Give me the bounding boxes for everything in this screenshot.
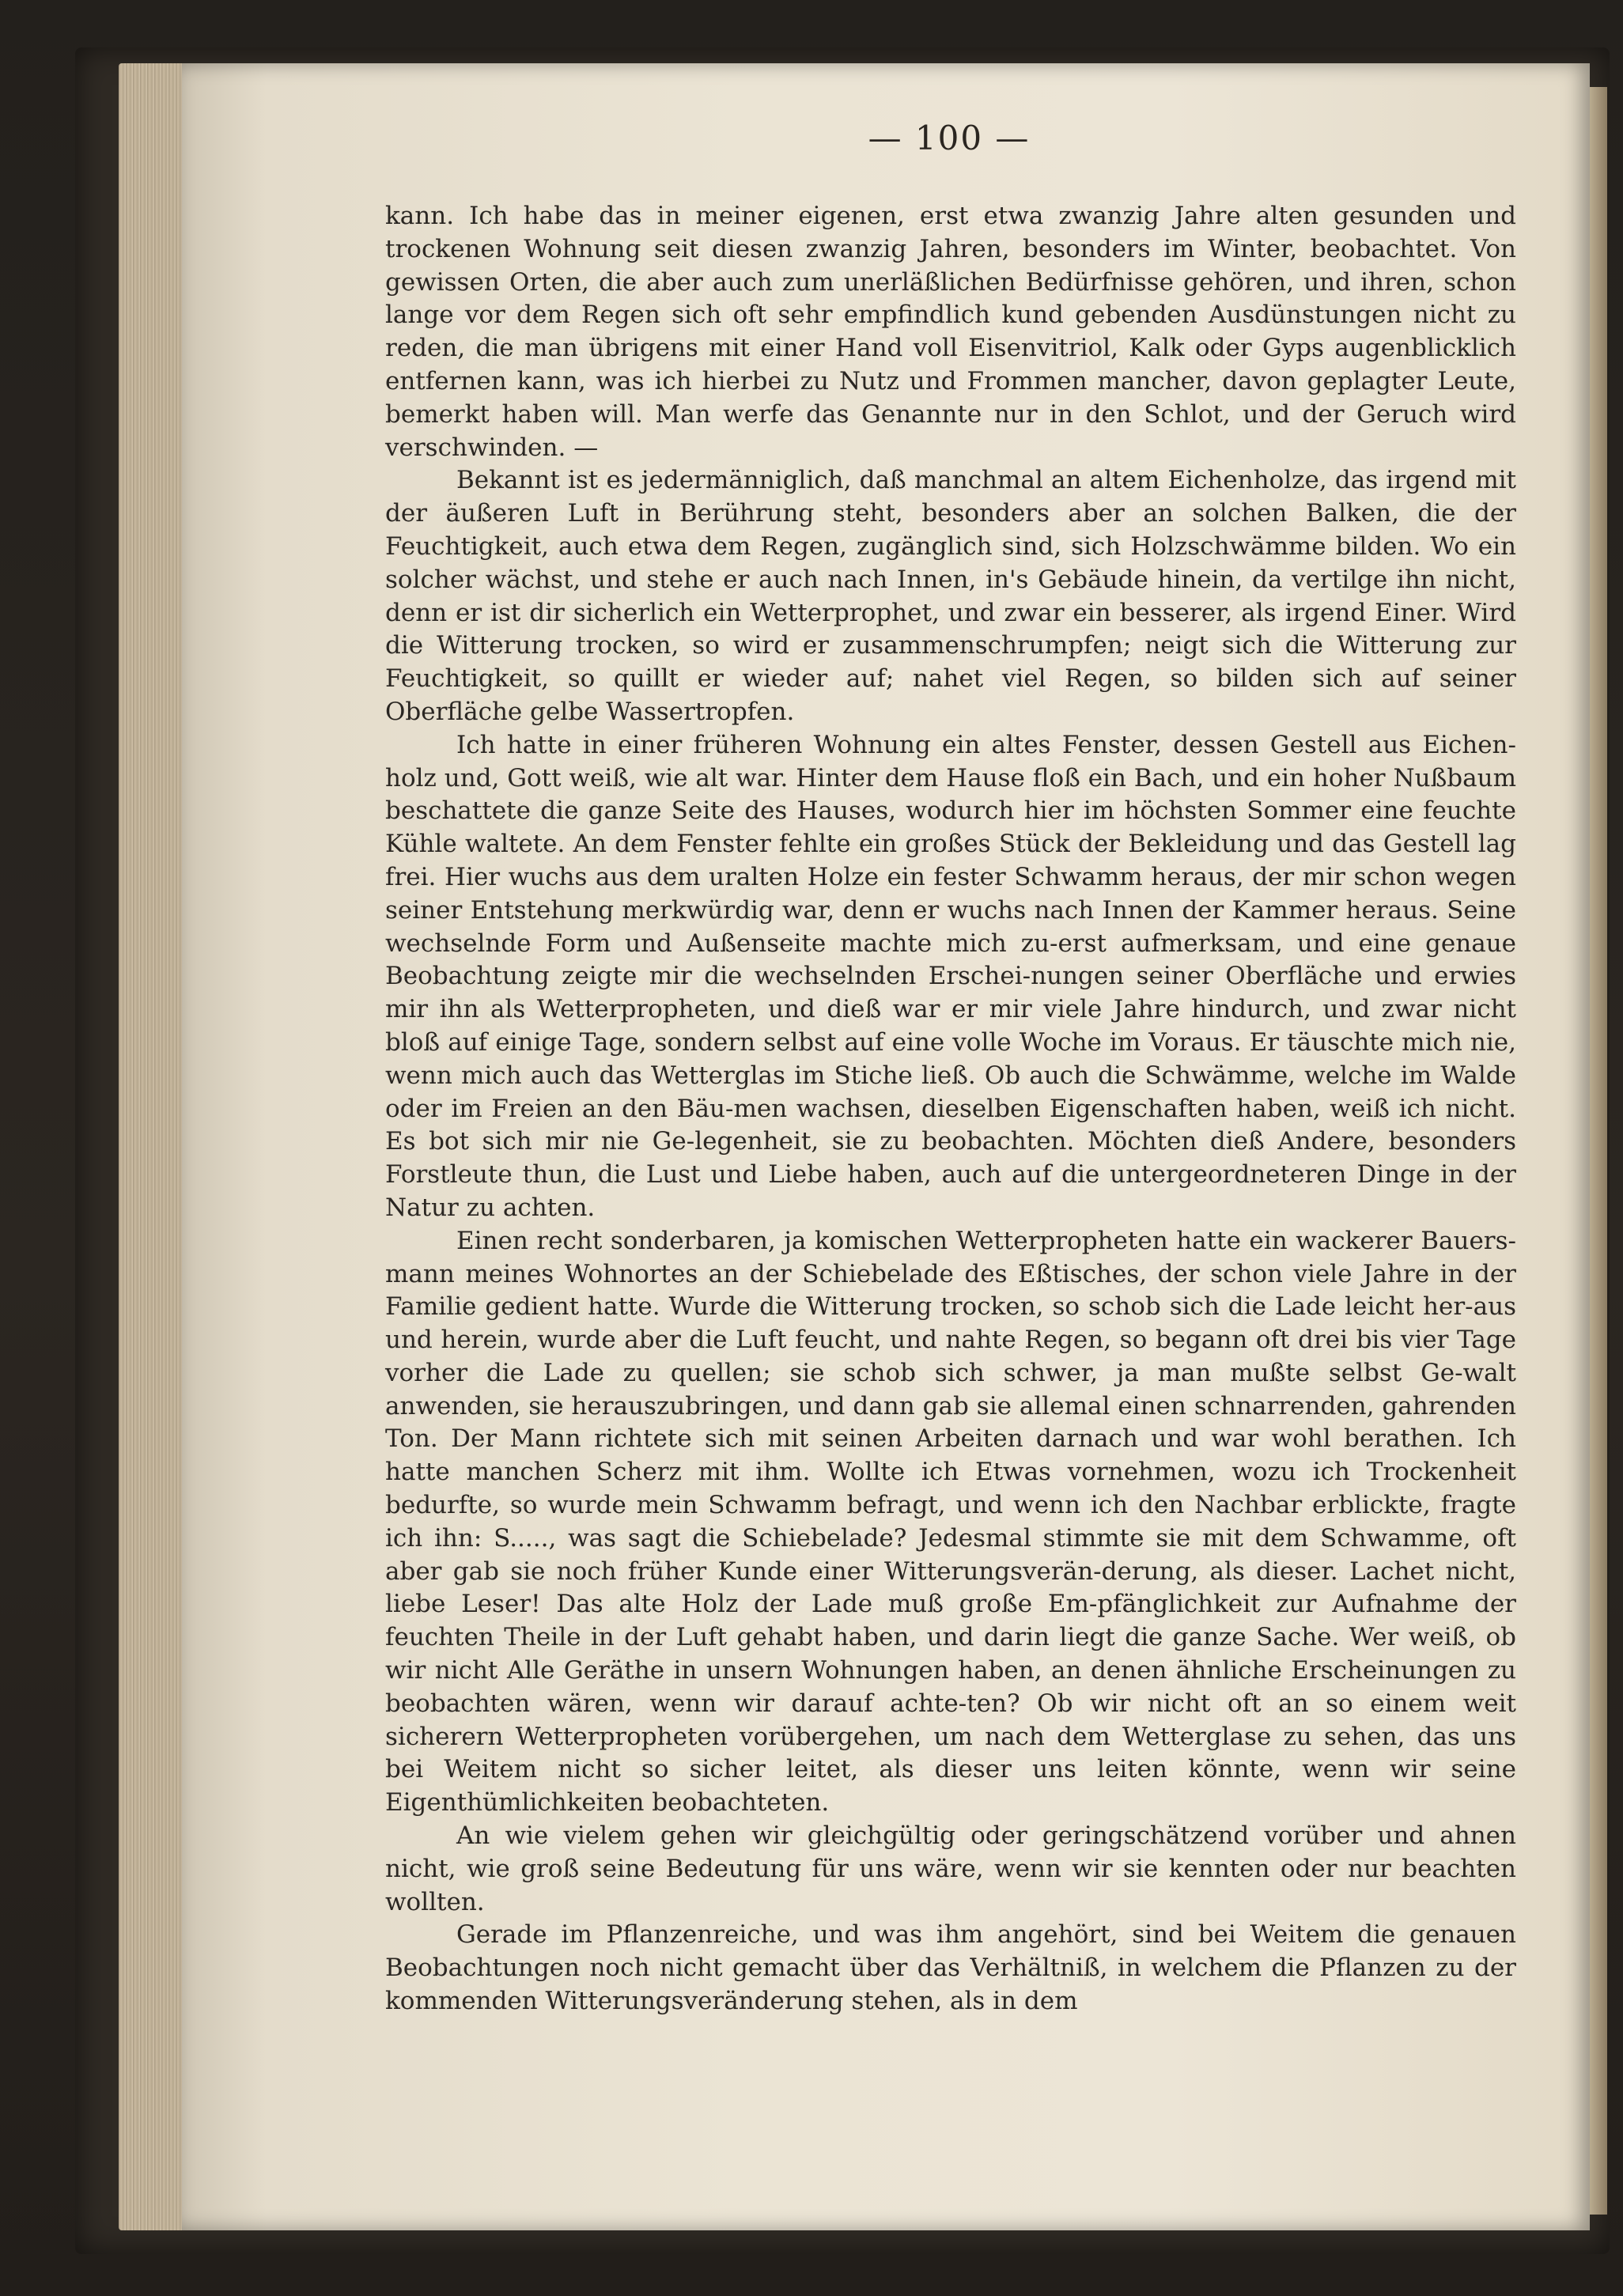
page-number: — 100 — — [868, 119, 1031, 157]
paragraph: Ich hatte in einer früheren Wohnung ein altes Fenster, dessen Gestell aus Eichen-holz und, Gott weiß, wie alt war. Hinter dem Hause floß ein Bach, und ein hoher Nußbaum beschattete die ganze Seite des Hauses, wodurch hier im höchsten Sommer eine feuchte Kühle waltete. An dem Fenster fehlte ein großes Stück der Bekleidung und das Gestell lag frei. Hier wuchs aus dem uralten Holze ein fester Schwamm heraus, der mir schon wegen seiner Entstehung merkwürdig war, denn er wuchs nach Innen der Kammer heraus. Seine wechselnde Form und Außenseite machte mich zu-erst aufmerksam, und eine genaue Beobachtung zeigte mir die wechselnden Erschei-nungen seiner Oberfläche und erwies mir ihn als Wetterpropheten, und dieß war er mir viele Jahre hindurch, und zwar nicht bloß auf einige Tage, sondern selbst auf eine volle Woche im Voraus. Er täuschte mich nie, wenn mich auch das Wetterglas im Stiche ließ. Ob auch die Schwämme, welche im Walde oder im Freien an den Bäu-men wachsen, dieselben Eigenschaften haben, weiß ich nicht. Es bot sich mir nie Ge-legenheit, sie zu beobachten. Möchten dieß Andere, besonders Forstleute thun, die Lust und Liebe haben, auch auf die untergeordneteren Dinge in der Natur zu achten. — [385, 730, 1516, 1222]
paragraph: Einen recht sonderbaren, ja komischen Wetterpropheten hatte ein wackerer Bauers-mann meines Wohnortes an der Schiebelade des Eßtisches, der schon viele Jahre in der Familie gedient hatte. Wurde die Witterung trocken, so schob sich die Lade leicht her-aus und herein, wurde aber die Luft feucht, und nahte Regen, so begann oft drei bis vier Tage vorher die Lade zu quellen; sie schob sich schwer, ja man mußte selbst Ge-walt anwenden, sie herauszubringen, und dann gab sie allemal einen schnarrenden, gahrenden Ton. Der Mann richtete sich mit seinen Arbeiten darnach und war wohl berathen. Ich hatte manchen Scherz mit ihm. Wollte ich Etwas vornehmen, wozu ich Trockenheit bedurfte, so wurde mein Schwamm befragt, und wenn ich den Nachbar erblickte, fragte ich ihn: S....., was sagt die Schiebelade? Jedesmal stimmte sie mit dem Schwamme, oft aber gab sie noch früher Kunde einer Witterungsverän-derung, als dieser. Lachet nicht, liebe Leser! Das alte Holz der Lade muß große Em-pfänglichkeit zur Aufnahme der feuchten Theile in der Luft gehabt haben, und darin liegt die ganze Sache. Wer weiß, ob wir nicht Alle Geräthe in unsern Wohnungen haben, an denen ähnliche Erscheinungen zu beobachten wären, wenn wir darauf achte-ten? Ob wir nicht oft an so einem weit sicherern Wetterpropheten vorübergehen, um nach dem Wetterglase zu sehen, das uns bei Weitem nicht so sicher leitet, als dieser uns leiten könnte, wenn wir seine Eigenthümlichkeiten beobachteten. — [385, 1226, 1516, 1818]
paragraph: kann. Ich habe das in meiner eigenen, erst etwa zwanzig Jahre alten gesunden und trockenen Wohnung seit diesen zwanzig Jahren, besonders im Winter, beobachtet. Von gewissen Orten, die aber auch zum unerläßlichen Bedürfnisse gehören, und ihren, schon lange vor dem Regen sich oft sehr empfindlich kund gebenden Ausdünstungen nicht zu reden, die man übrigens mit einer Hand voll Eisenvitriol, Kalk oder Gyps augenblicklich entfernen kann, was ich hierbei zu Nutz und Frommen mancher, davon geplagter Leute, bemerkt haben will. Man werfe das Genannte nur in den Schlot, und der Geruch wird verschwinden. — — [385, 202, 1516, 462]
paragraph: An wie vielem gehen wir gleichgültig oder geringschätzend vorüber und ahnen nicht, wie groß seine Bedeutung für uns wäre, wenn wir sie kennten oder nur beachten wollten. — [385, 1821, 1516, 1916]
page-edge — [1590, 87, 1607, 2215]
paragraph: Bekannt ist es jedermänniglich, daß manchmal an altem Eichenholze, das irgend mit der äußeren Luft in Berührung steht, besonders aber an solchen Balken, die der Feuchtigkeit, auch etwa dem Regen, zugänglich sind, sich Holzschwämme bilden. Wo ein solcher wächst, und stehe er auch nach Innen, in's Gebäude hinein, da vertilge ihn nicht, denn er ist dir sicherlich ein Wetterprophet, und zwar ein besserer, als irgend Einer. Wird die Witterung trocken, so wird er zusammenschrumpfen; neigt sich die Witterung zur Feuchtigkeit, so quillt er wieder auf; nahet viel Regen, so bilden sich auf seiner Oberfläche gelbe Wassertropfen. — [385, 466, 1516, 726]
paragraph: Gerade im Pflanzenreiche, und was ihm angehört, sind bei Weitem die genauen Beobachtungen noch nicht gemacht über das Verhältniß, in welchem die Pflanzen zu der kommenden Witterungsveränderung stehen, als in dem — [385, 1920, 1516, 2016]
body-text — [385, 200, 1516, 2018]
